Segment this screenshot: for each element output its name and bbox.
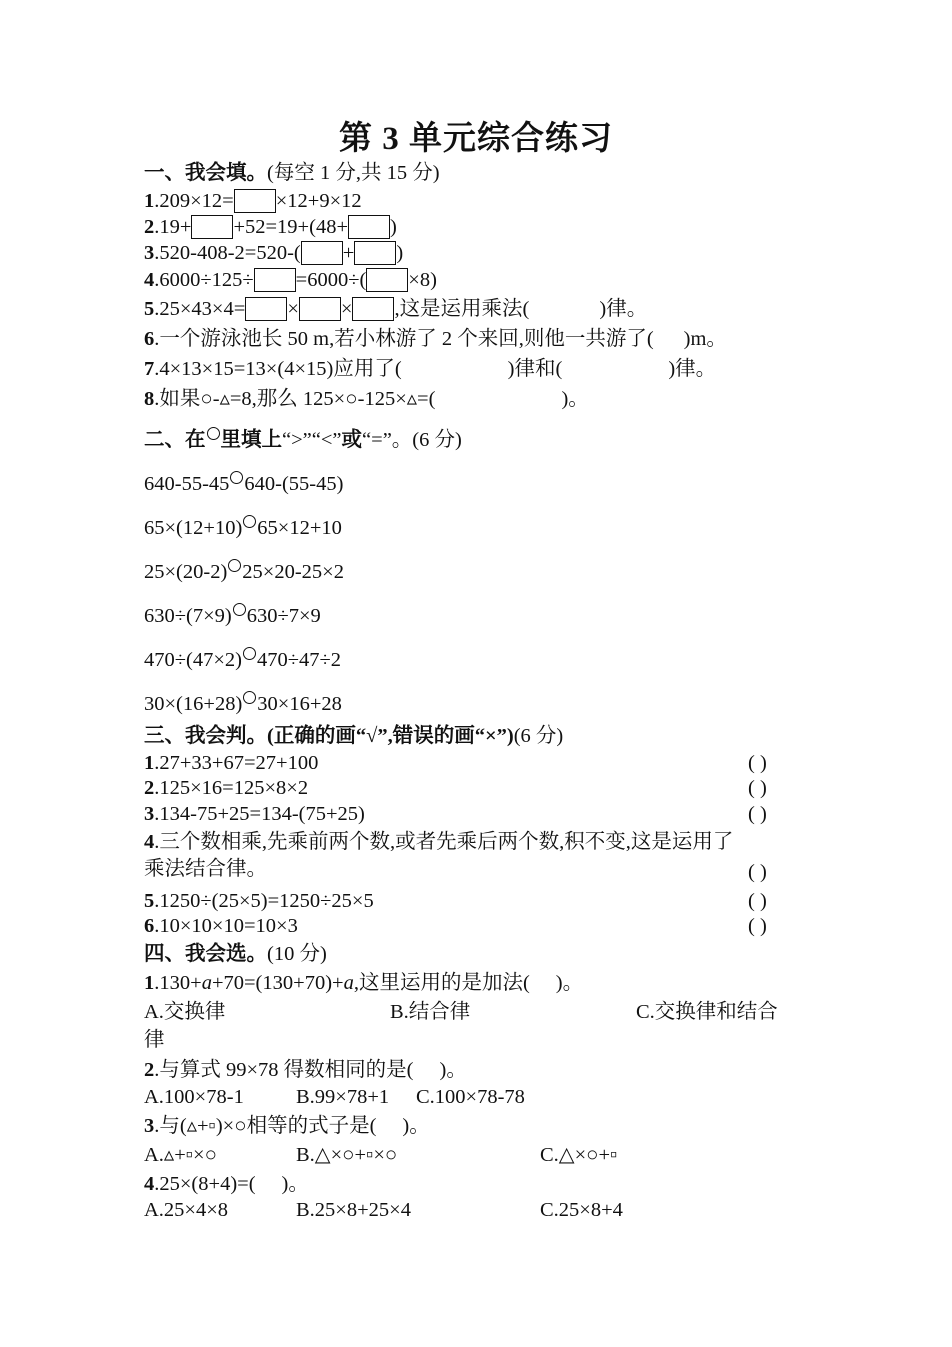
compare-left: 65×(12+10) [144, 517, 243, 539]
question-text: × [287, 298, 299, 320]
answer-box[interactable] [366, 268, 408, 292]
question-number: 6 [144, 915, 155, 937]
question-text: =6000÷( [295, 269, 367, 291]
question-text: )m。 [683, 328, 727, 350]
variable: a [201, 972, 212, 994]
question-text: +70=(130+70)+ [211, 972, 344, 994]
question-number: 1 [144, 190, 155, 212]
judge-item-3 [144, 801, 365, 827]
question-text: .与(▵+▫)×○相等的式子是( [154, 1115, 377, 1137]
question-number: 3 [144, 803, 155, 825]
answer-circle[interactable] [230, 471, 243, 484]
option-b[interactable]: B.25×8+25×4 [296, 1199, 411, 1221]
compare-left: 640-55-45 [144, 473, 230, 495]
question-text: .与算式 99×78 得数相同的是( [154, 1059, 414, 1081]
answer-parentheses[interactable]: ( ) [748, 890, 767, 912]
answer-circle[interactable] [233, 603, 246, 616]
compare-right: 630÷7×9 [246, 605, 321, 627]
answer-box[interactable] [245, 297, 287, 321]
question-number: 6 [144, 328, 155, 350]
question-text: .三个数相乘,先乘前两个数,或者先乘后两个数,积不变,这是运用了 [154, 831, 734, 853]
question-number: 1 [144, 752, 155, 774]
answer-box[interactable] [354, 241, 396, 265]
section4-heading [144, 941, 327, 967]
question-number: 4 [144, 831, 155, 853]
question-text: + [342, 242, 355, 264]
question-text: ×12+9×12 [275, 190, 362, 212]
judge-item-2 [144, 775, 308, 801]
answer-parentheses[interactable]: ( ) [748, 752, 767, 774]
question-text: ,这是运用乘法( [394, 298, 530, 320]
answer-circle[interactable] [243, 515, 256, 528]
question-number: 3 [144, 242, 155, 264]
question-text: .1250÷(25×5)=1250÷25×5 [154, 890, 374, 912]
question-text: )律。 [599, 298, 648, 320]
option-b[interactable]: B.结合律 [390, 1001, 471, 1023]
option-a[interactable]: A.交换律 [144, 1001, 226, 1023]
choice-question-2 [144, 1057, 467, 1083]
question-text: .4×13×15=13×(4×15)应用了( [154, 358, 402, 380]
section2-symbols: “=” [362, 429, 392, 451]
answer-parentheses[interactable]: ( ) [748, 777, 767, 799]
answer-parentheses[interactable]: ( ) [748, 803, 767, 825]
question-number: 4 [144, 1173, 155, 1195]
option-c[interactable]: C.100×78-78 [416, 1086, 525, 1108]
answer-parentheses[interactable]: ( ) [748, 915, 767, 937]
question-number: 3 [144, 1115, 155, 1137]
question-text: ) [396, 242, 404, 264]
answer-box[interactable] [348, 215, 390, 239]
question-1-8 [144, 386, 589, 412]
question-text: )。 [561, 388, 589, 410]
option-a[interactable]: A.100×78-1 [144, 1086, 244, 1108]
question-text: .10×10×10=10×3 [154, 915, 298, 937]
question-text: ×8) [408, 269, 437, 291]
question-number: 2 [144, 216, 155, 238]
question-1-1 [144, 188, 362, 214]
compare-right: 65×12+10 [257, 517, 342, 539]
question-text: )。 [281, 1173, 309, 1195]
judge-item-4-continued: 乘法结合律。 [144, 858, 267, 880]
question-text: .如果○-▵=8,那么 125×○-125×▵=( [154, 388, 436, 410]
option-b[interactable]: B.99×78+1 [296, 1086, 390, 1108]
section2-heading [144, 427, 462, 453]
question-1-2 [144, 214, 397, 240]
option-c[interactable]: C.△×○+▫ [540, 1144, 618, 1166]
question-number: 2 [144, 1059, 155, 1081]
question-text: .19+ [154, 216, 192, 238]
variable: a [343, 972, 354, 994]
question-number: 4 [144, 269, 155, 291]
compare-left: 30×(16+28) [144, 693, 243, 715]
question-number: 7 [144, 358, 155, 380]
question-text: .25×(8+4)=( [154, 1173, 256, 1195]
question-text: .25×43×4= [154, 298, 246, 320]
answer-circle[interactable] [243, 647, 256, 660]
compare-item-6 [144, 691, 342, 717]
section3-score-note: (6 分) [513, 725, 564, 747]
question-text: .一个游泳池长 50 m,若小林游了 2 个来回,则他一共游了( [154, 328, 654, 350]
question-text: +52=19+(48+ [233, 216, 349, 238]
section3-heading-text: 三、我会判。(正确的画“√”,错误的画“×”) [144, 725, 514, 747]
compare-left: 25×(20-2) [144, 561, 228, 583]
option-c-continued: 律 [144, 1029, 165, 1051]
section2-heading-text: 或 [341, 429, 363, 451]
question-text: )。 [555, 972, 584, 994]
answer-box[interactable] [191, 215, 233, 239]
answer-box[interactable] [254, 268, 296, 292]
question-1-7 [144, 356, 716, 382]
question-text: × [340, 298, 353, 320]
section1-score-note: (每空 1 分,共 15 分) [267, 162, 440, 184]
section2-heading-text: 里填上 [220, 429, 282, 451]
question-text: .520-408-2=520-( [154, 242, 301, 264]
question-text: )。 [439, 1059, 467, 1081]
compare-right: 640-(55-45) [244, 473, 344, 495]
compare-right: 30×16+28 [257, 693, 342, 715]
question-number: 2 [144, 777, 155, 799]
choice-question-3 [144, 1113, 430, 1139]
section2-score-note: 。(6 分) [391, 429, 462, 451]
option-a[interactable]: A.▵+▫×○ [144, 1144, 217, 1166]
section1-heading-text: 一、我会填。 [144, 162, 267, 184]
compare-right: 25×20-25×2 [242, 561, 344, 583]
compare-item-1 [144, 471, 343, 497]
compare-item-4 [144, 603, 321, 629]
question-number: 5 [144, 890, 155, 912]
compare-left: 470÷(47×2) [144, 649, 242, 671]
page-title: 第 3 单元综合练习 [339, 121, 613, 157]
question-1-3 [144, 240, 403, 266]
answer-box[interactable] [299, 297, 341, 321]
question-1-5 [144, 296, 647, 322]
answer-circle[interactable] [228, 559, 241, 572]
compare-item-3 [144, 559, 344, 585]
question-text: )律和( [507, 358, 563, 380]
question-text: .27+33+67=27+100 [154, 752, 319, 774]
question-number: 8 [144, 388, 155, 410]
answer-parentheses[interactable]: ( ) [748, 861, 767, 883]
option-c[interactable]: C.25×8+4 [540, 1199, 623, 1221]
section4-score-note: (10 分) [267, 943, 327, 965]
judge-item-6 [144, 913, 298, 939]
question-text: .6000÷125÷ [154, 269, 254, 291]
question-text: .209×12= [154, 190, 234, 212]
judge-item-5 [144, 888, 374, 914]
question-text: .130+ [154, 972, 202, 994]
question-text: ) [390, 216, 397, 238]
answer-box[interactable] [301, 241, 343, 265]
answer-box[interactable] [352, 297, 394, 321]
choice-question-4 [144, 1171, 309, 1197]
question-text: )律。 [668, 358, 717, 380]
section3-heading [144, 723, 563, 749]
option-c[interactable]: C.交换律和结合 [636, 1001, 778, 1023]
option-b[interactable]: B.△×○+▫×○ [296, 1144, 398, 1166]
question-1-6 [144, 326, 727, 352]
question-text: ,这里运用的是加法( [353, 972, 530, 994]
section2-symbols: “>”“<” [282, 429, 342, 451]
compare-left: 630÷(7×9) [144, 605, 232, 627]
judge-item-1 [144, 750, 318, 776]
section1-heading [144, 160, 440, 186]
choice-question-1 [144, 970, 583, 996]
question-text: .125×16=125×8×2 [154, 777, 309, 799]
compare-right: 470÷47÷2 [256, 649, 341, 671]
question-number: 1 [144, 972, 155, 994]
question-number: 5 [144, 298, 155, 320]
answer-box[interactable] [234, 189, 276, 213]
question-text: .134-75+25=134-(75+25) [154, 803, 365, 825]
question-text: )。 [402, 1115, 430, 1137]
compare-item-5 [144, 647, 341, 673]
compare-item-2 [144, 515, 342, 541]
section4-heading-text: 四、我会选。 [144, 943, 267, 965]
circle-icon [207, 427, 220, 440]
question-1-4 [144, 267, 437, 293]
answer-circle[interactable] [243, 691, 256, 704]
option-a[interactable]: A.25×4×8 [144, 1199, 229, 1221]
judge-item-4 [144, 829, 733, 855]
section2-heading-text: 二、在 [144, 429, 206, 451]
